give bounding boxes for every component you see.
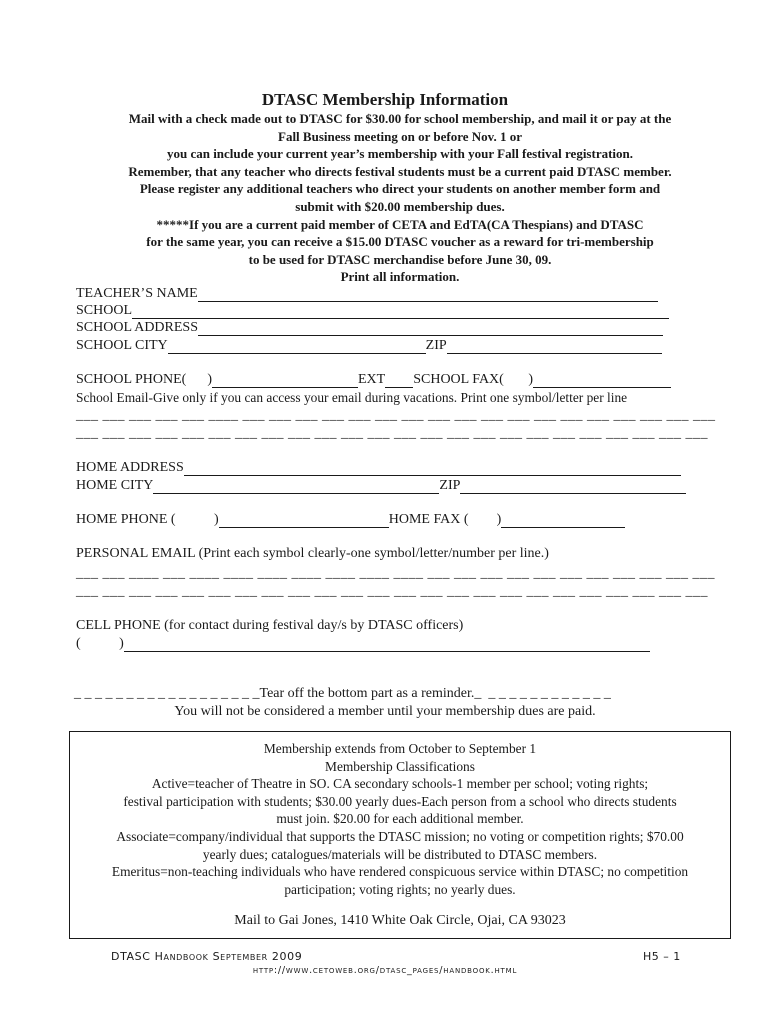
- intro-instructions: [60, 110, 740, 286]
- teacher-name-label: TEACHER’S NAME: [76, 286, 198, 301]
- school-email-boxes-2[interactable]: ___ ___ ___ ___ ___ ___ ___ ___ ___ ___ ___ ___ ___ ___ ___ ___ ___ ___ ___ ___ ___ ___ ___ ___: [76, 426, 708, 441]
- intro-line: Mail with a check made out to DTASC for $30.00 for school membership, and mail it or pay at the: [128, 111, 672, 126]
- home-fax-label: HOME FAX ( ): [388, 512, 502, 527]
- classification-line: yearly dues; catalogues/materials will be distributed to DTASC members.: [202, 846, 598, 862]
- personal-email-boxes-1[interactable]: ___ ___ ____ ___ ____ ____ ____ ____ ____ ____ ____ ___ ___ ___ ___ ___ ___ ___ ___ ___ ___ ___: [76, 566, 715, 581]
- footer-page-number: H5 – 1: [643, 950, 681, 963]
- home-zip-field[interactable]: [460, 479, 686, 494]
- school-label: SCHOOL: [76, 303, 133, 318]
- classification-line: festival participation with students; $30.00 yearly dues-Each person from a school who directs students: [123, 793, 677, 809]
- school-row: [76, 301, 669, 319]
- intro-line: Print all information.: [340, 269, 460, 285]
- school-zip-label: ZIP: [425, 338, 447, 353]
- membership-classifications-box: [69, 731, 731, 939]
- cell-phone-field[interactable]: [124, 637, 650, 652]
- home-zip-label: ZIP: [439, 478, 461, 493]
- intro-line: *****If you are a current paid member of CETA and EdTA(CA Thespians) and DTASC: [156, 216, 644, 232]
- school-address-field[interactable]: [198, 321, 663, 336]
- home-city-row: [76, 476, 686, 494]
- school-email-instruction-row: [76, 388, 627, 406]
- intro-line: for the same year, you can receive a $15.00 DTASC voucher as a reward for tri-membership: [146, 234, 654, 250]
- intro-line: Remember, that any teacher who directs festival students must be a current paid DTASC member.: [128, 163, 672, 179]
- school-phone-label: SCHOOL PHONE( ): [76, 372, 212, 387]
- home-address-label: HOME ADDRESS: [76, 460, 184, 475]
- classification-line: must join. $20.00 for each additional member.: [276, 811, 524, 827]
- footer-handbook: DTASC Handbook September 2009: [111, 950, 303, 963]
- home-fax-field[interactable]: [501, 513, 625, 528]
- classification-text: [70, 740, 730, 898]
- school-city-label: SCHOOL CITY: [76, 338, 168, 353]
- classification-line: Membership extends from October to September 1: [263, 741, 537, 756]
- intro-line: you can include your current year’s membership with your Fall festival registration.: [166, 146, 634, 162]
- cell-phone-paren: ( ): [76, 636, 124, 651]
- school-email-instruction: School Email-Give only if you can access your email during vacations. Print one symbol/letter per line: [76, 390, 628, 405]
- home-address-row: [76, 458, 681, 476]
- intro-line: Fall Business meeting on or before Nov. 1 or: [278, 128, 522, 144]
- school-phone-field[interactable]: [212, 373, 358, 388]
- personal-email-boxes-2[interactable]: ___ ___ ___ ___ ___ ___ ___ ___ ___ ___ ___ ___ ___ ___ ___ ___ ___ ___ ___ ___ ___ ___ ___ ___: [76, 584, 708, 599]
- cell-phone-row: [76, 634, 650, 652]
- intro-line: submit with $20.00 membership dues.: [295, 198, 505, 214]
- teacher-name-field[interactable]: [198, 287, 658, 302]
- cell-phone-label-row: [76, 616, 463, 634]
- school-fax-label: SCHOOL FAX( ): [413, 372, 533, 387]
- home-address-field[interactable]: [184, 461, 681, 476]
- intro-line: to be used for DTASC merchandise before June 30, 09.: [248, 251, 552, 267]
- teacher-name-row: [76, 284, 658, 302]
- ext-label: EXT: [357, 372, 386, 387]
- page-title: DTASC Membership Information: [261, 90, 509, 109]
- classification-line: Membership Classifications: [325, 758, 475, 774]
- school-field[interactable]: [132, 304, 669, 319]
- school-city-row: [76, 336, 662, 354]
- classification-line: Emeritus=non-teaching individuals who have rendered conspicuous service within DTASC; no competition: [111, 864, 689, 880]
- intro-line: Please register any additional teachers who direct your students on another member form and: [139, 181, 661, 197]
- school-address-label: SCHOOL ADDRESS: [76, 320, 199, 335]
- personal-email-label: PERSONAL EMAIL (Print each symbol clearly-one symbol/letter/number per line.): [76, 546, 549, 561]
- home-city-label: HOME CITY: [76, 478, 154, 493]
- home-phone-row: [76, 510, 625, 528]
- school-zip-field[interactable]: [447, 339, 662, 354]
- classification-line: Active=teacher of Theatre in SO. CA secondary schools-1 member per school; voting rights;: [151, 776, 649, 792]
- classification-line: participation; voting rights; no yearly dues.: [284, 881, 516, 897]
- footer-url[interactable]: http://www.cetoweb.org/dtasc_pages/handbook.html: [252, 965, 518, 976]
- school-fax-field[interactable]: [533, 373, 671, 388]
- tear-off-line: _ _ _ _ _ _ _ _ _ _ _ _ _ _ _ _ _ _Tear off the bottom part as a reminder._ _ _ _ _ _ _ _ _ _ _ _ _: [74, 686, 611, 701]
- home-city-field[interactable]: [153, 479, 439, 494]
- ext-field[interactable]: [385, 373, 413, 388]
- home-phone-field[interactable]: [219, 513, 389, 528]
- school-email-boxes-1[interactable]: ___ ___ ___ ___ ___ ____ ___ ___ ___ ___ ___ ___ ___ ___ ___ ___ ___ ___ ___ ___ ___ ___ ___ ___: [76, 408, 716, 423]
- mail-to-address: Mail to Gai Jones, 1410 White Oak Circle, Ojai, CA 93023: [234, 913, 566, 928]
- cell-phone-label: CELL PHONE (for contact during festival day/s by DTASC officers): [76, 618, 464, 633]
- tear-off-note: You will not be considered a member until your membership dues are paid.: [174, 704, 596, 719]
- classification-line: Associate=company/individual that supports the DTASC mission; no voting or competition rights; $70.00: [116, 828, 684, 844]
- school-phone-row: [76, 370, 671, 388]
- school-address-row: [76, 318, 663, 336]
- personal-email-row: [76, 544, 549, 562]
- school-city-field[interactable]: [168, 339, 426, 354]
- home-phone-label: HOME PHONE ( ): [76, 512, 219, 527]
